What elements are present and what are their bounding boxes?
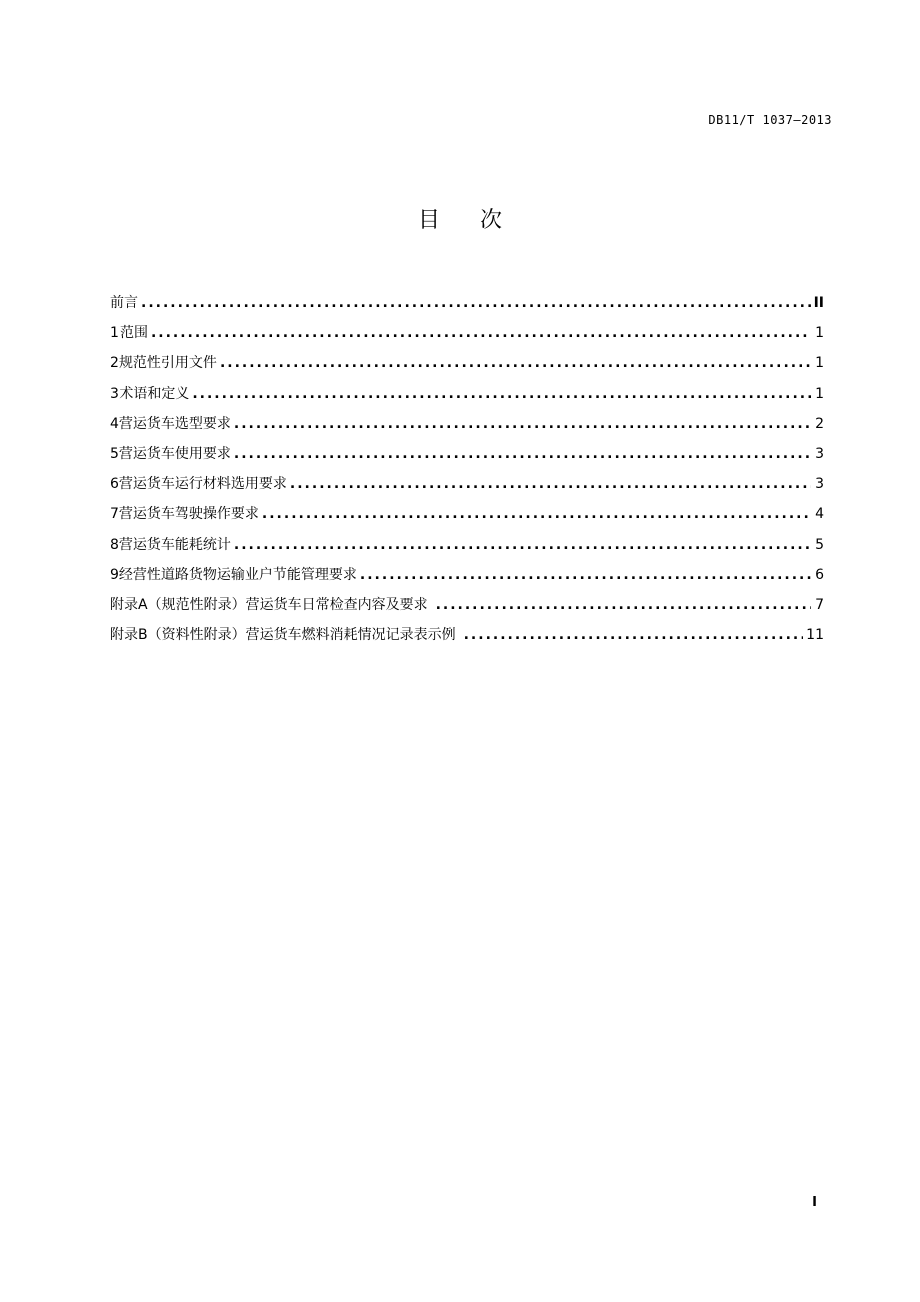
page-number: I bbox=[812, 1195, 817, 1210]
toc-page: 11 bbox=[806, 627, 824, 644]
toc-item-appendix-a[interactable] bbox=[110, 590, 824, 620]
toc-item-3[interactable] bbox=[110, 379, 824, 409]
toc-page: 7 bbox=[815, 596, 824, 613]
toc-page: II bbox=[813, 295, 824, 311]
toc-leader bbox=[234, 439, 811, 469]
toc-number: 5 bbox=[110, 445, 119, 462]
toc-label: 营运货车选型要求 bbox=[118, 415, 231, 432]
toc-label: 经营性道路货物运输业户节能管理要求 bbox=[118, 566, 357, 583]
toc-item-2[interactable] bbox=[110, 348, 824, 378]
toc-item-8[interactable] bbox=[110, 530, 824, 560]
toc-leader bbox=[192, 379, 811, 409]
toc-leader bbox=[141, 288, 811, 318]
toc-number: 7 bbox=[110, 506, 119, 523]
toc-label: 范围 bbox=[119, 325, 148, 342]
toc-item-6[interactable] bbox=[110, 469, 824, 499]
toc-number: 3 bbox=[110, 385, 119, 402]
toc-leader bbox=[234, 530, 811, 560]
toc-item-foreword[interactable] bbox=[110, 288, 824, 318]
toc-number: 9 bbox=[110, 566, 119, 583]
toc-leader bbox=[290, 469, 811, 499]
toc-item-4[interactable] bbox=[110, 409, 824, 439]
page-title: 目次 bbox=[417, 208, 542, 233]
toc-label: 前言 bbox=[110, 295, 138, 311]
toc-label: 术语和定义 bbox=[119, 385, 190, 402]
toc-page: 1 bbox=[815, 325, 824, 342]
toc-page: 3 bbox=[815, 445, 824, 462]
toc-number: 4 bbox=[110, 415, 119, 432]
toc-label: 附录B（资料性附录）营运货车燃料消耗情况记录表示例 bbox=[110, 627, 456, 644]
table-of-contents bbox=[110, 288, 824, 650]
toc-leader bbox=[436, 590, 811, 620]
toc-page: 4 bbox=[815, 506, 824, 523]
toc-item-7[interactable] bbox=[110, 499, 824, 529]
toc-number: 8 bbox=[110, 536, 119, 553]
toc-page: 1 bbox=[815, 385, 824, 402]
toc-item-appendix-b[interactable] bbox=[110, 620, 824, 650]
toc-item-9[interactable] bbox=[110, 560, 824, 590]
toc-page: 5 bbox=[815, 536, 824, 553]
toc-label: 规范性引用文件 bbox=[118, 355, 217, 372]
toc-number: 6 bbox=[110, 476, 119, 493]
toc-label: 营运货车运行材料选用要求 bbox=[118, 476, 287, 493]
toc-label: 营运货车使用要求 bbox=[118, 445, 231, 462]
toc-leader bbox=[360, 560, 811, 590]
toc-page: 2 bbox=[815, 415, 824, 432]
toc-item-5[interactable] bbox=[110, 439, 824, 469]
toc-leader bbox=[464, 620, 804, 650]
toc-leader bbox=[220, 348, 811, 378]
toc-item-1[interactable] bbox=[110, 318, 824, 348]
toc-label: 营运货车能耗统计 bbox=[118, 536, 231, 553]
toc-label: 附录A（规范性附录）营运货车日常检查内容及要求 bbox=[110, 596, 428, 613]
toc-page: 1 bbox=[815, 355, 824, 372]
toc-leader bbox=[234, 409, 811, 439]
document-code: DB11/T 1037—2013 bbox=[708, 113, 832, 127]
toc-label: 营运货车驾驶操作要求 bbox=[118, 506, 259, 523]
toc-number: 2 bbox=[110, 355, 119, 372]
toc-leader bbox=[262, 499, 811, 529]
toc-page: 6 bbox=[815, 566, 824, 583]
toc-leader bbox=[151, 318, 811, 348]
toc-page: 3 bbox=[815, 476, 824, 493]
toc-number: 1 bbox=[110, 325, 119, 342]
